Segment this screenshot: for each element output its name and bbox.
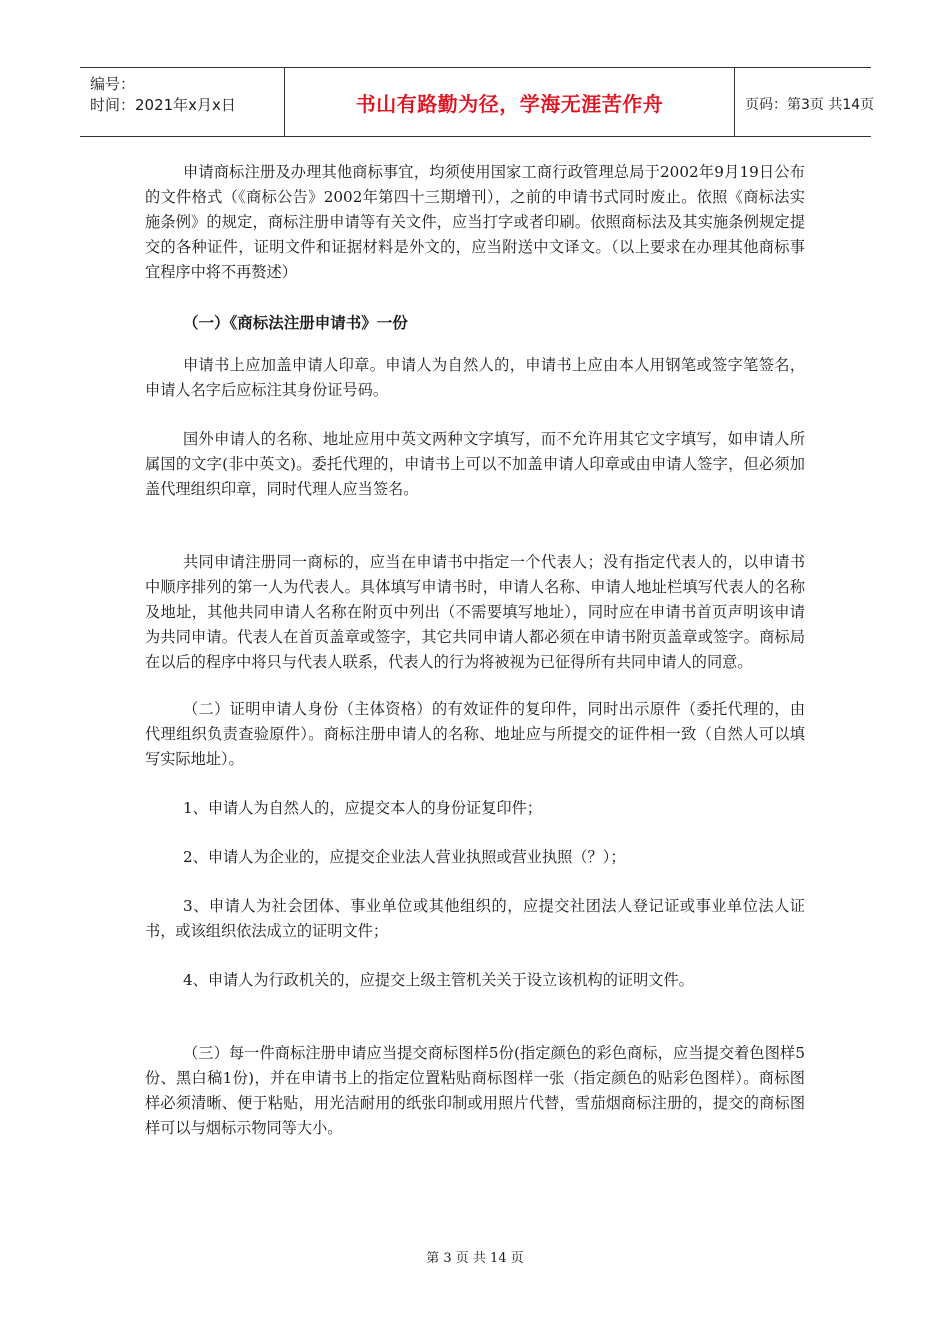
list-item-organization: 3、申请人为社会团体、事业单位或其他组织的，应提交社团法人登记证或事业单位法人证书，或该组织依法成立的证明文件； [145,897,805,940]
paragraph-identity-documents: （二）证明申请人身份（主体资格）的有效证件的复印件，同时出示原件（委托代理的，由代理组织负责查验原件）。商标注册申请人的名称、地址应与所提交的证件相一致（自然人可以填写实际地址）。 [145,700,805,768]
header-page-info: 页码：第3页 共14页 [745,97,875,113]
page-header [80,67,875,137]
paragraph-seal: 申请书上应加盖申请人印章。申请人为自然人的，申请书上应由本人用钢笔或签字笔签名，申请人名字后应标注其身份证号码。 [145,356,805,399]
paragraph-intro: 申请商标注册及办理其他商标事宜，均须使用国家工商行政管理总局于2002年9月19日公布的文件格式（《商标公告》2002年第四十三期增刊），之前的申请书式同时废止。依照《商标法实施条例》的规定，商标注册申请等有关文件，应当打字或者印刷。依照商标法及其实施条例规定提交的各种证件，证明文件和证据材料是外文的，应当附送中文译文。（以上要求在办理其他商标事宜程序中将不再赘述） [145,163,805,281]
list-item-government: 4、申请人为行政机关的，应提交上级主管机关关于设立该机构的证明文件。 [183,971,694,989]
document-body [145,160,805,1141]
number-label: 编号： [90,75,136,93]
paragraph-foreign-applicant: 国外申请人的名称、地址应用中英文两种文字填写，而不允许用其它文字填写，如申请人所属国的文字(非中英文)。委托代理的，申请书上可以不加盖申请人印章或由申请人签字，但必须加盖代理组织印章，同时代理人应当签名。 [145,430,805,498]
header-left-cell [80,68,285,136]
header-motto: 书山有路勤为径，学海无涯苦作舟 [355,92,664,116]
header-middle-cell [285,68,735,136]
header-right-cell [735,68,875,136]
date-label: 时间：2021年x月x日 [90,96,236,114]
paragraph-trademark-sample: （三）每一件商标注册申请应当提交商标图样5份(指定颜色的彩色商标，应当提交着色图样5份、黑白稿1份)，并在申请书上的指定位置粘贴商标图样一张（指定颜色的贴彩色图样）。商标图样必须清晰、便于粘贴，用光洁耐用的纸张印制或用照片代替，雪茄烟商标注册的，提交的商标图样可以与烟标示物同等大小。 [145,1044,805,1137]
section-heading-1: （一）《商标法注册申请书》一份 [183,313,408,332]
page-footer: 第 3 页 共 14 页 [426,1251,524,1266]
list-item-natural-person: 1、申请人为自然人的，应提交本人的身份证复印件； [183,799,542,817]
paragraph-joint-application: 共同申请注册同一商标的，应当在申请书中指定一个代表人；没有指定代表人的，以申请书中顺序排列的第一人为代表人。具体填写申请书时，申请人名称、申请人地址栏填写代表人的名称及地址，其他共同申请人名称在附页中列出（不需要填写地址），同时应在申请书首页声明该申请为共同申请。代表人在首页盖章或签字，其它共同申请人都必须在申请书附页盖章或签字。商标局在以后的程序中将只与代表人联系，代表人的行为将被视为已征得所有共同申请人的同意。 [145,553,805,671]
list-item-enterprise: 2、申请人为企业的，应提交企业法人营业执照或营业执照（？）； [183,848,626,866]
